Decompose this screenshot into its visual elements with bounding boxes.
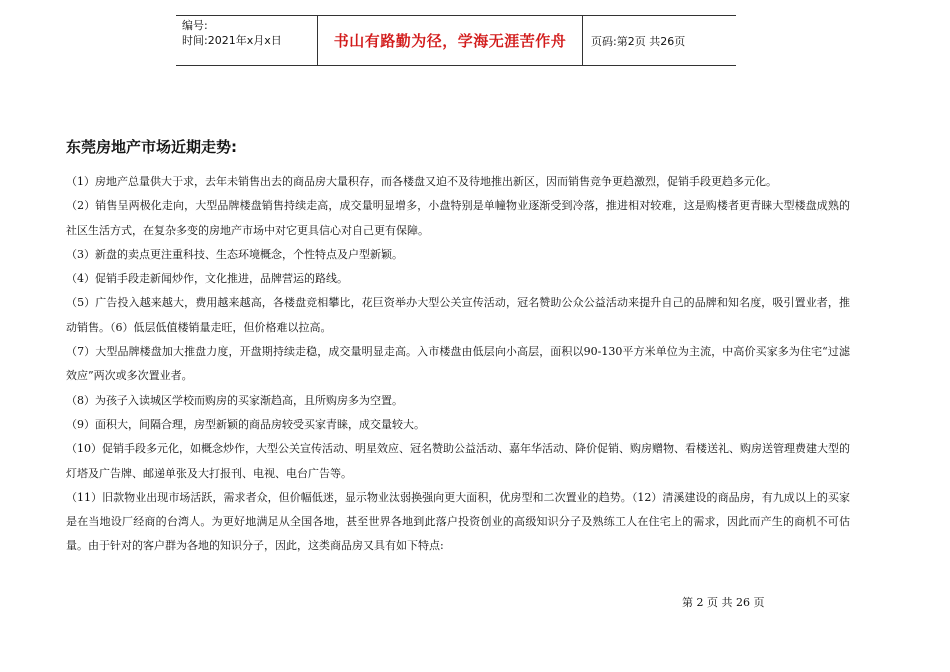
paragraph-1: （1）房地产总量供大于求，去年未销售出去的商品房大量积存，而各楼盘又迫不及待地推出新区，因而销售竞争更趋激烈，促销手段更趋多元化。 [66,175,777,188]
page-footer: 第 2 页 共 26 页 [682,596,765,609]
paragraph-2: （2）销售呈两极化走向，大型品牌楼盘销售持续走高，成交量明显增多，小盘特别是单幢物业逐渐受到冷落，推进相对较难，这是购楼者更青睐大型楼盘成熟的社区生活方式，在复杂多变的房地产市场中对它更具信心对自己更有保障。 [66,199,850,237]
header-motto: 书山有路勤为径，学海无涯苦作舟 [318,16,583,65]
paragraph-9: （9）面积大，间隔合理，房型新颖的商品房较受买家青睐，成交量较大。 [66,417,425,431]
paragraph-5: （5）广告投入越来越大，费用越来越高，各楼盘竞相攀比，花巨资举办大型公关宣传活动，冠名赞助公众公益活动来提升自己的品牌和知名度，吸引置业者，推动销售。（6）低层低值楼销量走旺，但价格难以拉高。 [66,296,850,334]
document-header [176,15,736,66]
paragraph-11: （11）旧款物业出现市场活跃，需求者众，但价幅低迷，显示物业汰弱换强向更大面积，优房型和二次置业的趋势。（12）清溪建设的商品房，有九成以上的买家是在当地设厂经商的台湾人。为更好地满足从全国各地，甚至世界各地到此落户投资创业的高级知识分子及熟练工人在住宅上的需求，因此而产生的商机不可估量。由于针对的客户群为各地的知识分子，因此，这类商品房又具有如下特点: [66,490,850,553]
paragraph-8: （8）为孩子入读城区学校而购房的买家渐趋高，且所购房多为空置。 [66,393,403,407]
paragraph-3: （3）新盘的卖点更注重科技、生态环境概念，个性特点及户型新颖。 [66,247,403,261]
paragraph-10: （10）促销手段多元化，如概念炒作，大型公关宣传活动、明星效应、冠名赞助公益活动、嘉年华活动、降价促销、购房赠物、看楼送礼、购房送管理费建大型的灯塔及广告牌、邮递单张及大打报刊、电视、电台广告等。 [66,442,850,480]
document-body [66,170,850,559]
time-label: 时间:2021年x月x日 [182,34,282,47]
serial-label: 编号: [182,19,208,32]
header-meta [176,16,318,65]
paragraph-4: （4）促销手段走新闻炒作，文化推进，品牌营运的路线。 [66,272,348,286]
paragraph-7: （7）大型品牌楼盘加大推盘力度，开盘期持续走稳，成交量明显走高。入市楼盘由低层向小高层，面积以90-130平方米单位为主流，中高价买家多为住宅“过滤效应”两次或多次置业者。 [66,345,850,383]
document-title: 东莞房地产市场近期走势: [66,138,237,156]
header-page-info: 页码:第2页 共26页 [591,34,686,48]
